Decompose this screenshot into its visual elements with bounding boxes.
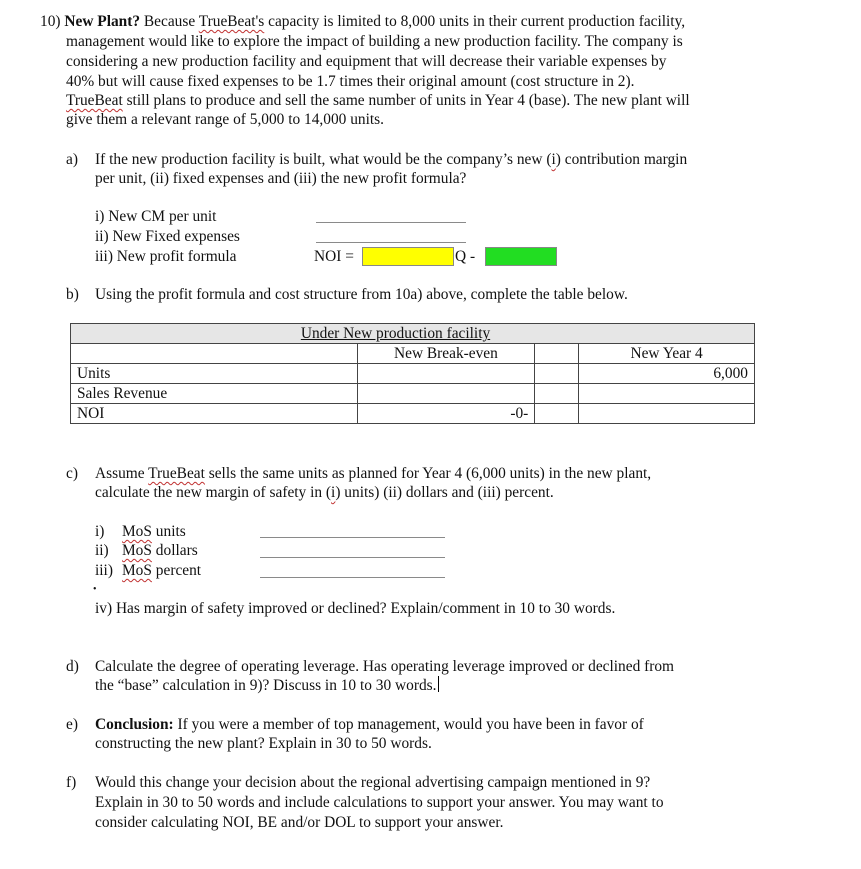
intro-line-4: 40% but will cause fixed expenses to be 1.7 times their original amount (cost structure in 2). — [66, 73, 635, 90]
noi-label: NOI = — [314, 248, 354, 265]
text-cursor — [438, 676, 439, 692]
part-b-text: Using the profit formula and cost structure from 10a) above, complete the table below. — [95, 286, 628, 303]
fixed-input-box[interactable] — [485, 247, 557, 266]
part-c-line-2: calculate the new margin of safety in (i) units) (ii) dollars and (iii) percent. — [95, 484, 554, 501]
part-e-letter: e) — [66, 716, 78, 733]
part-d-letter: d) — [66, 658, 79, 675]
intro-line-3: considering a new production facility and equipment that will decrease their variable expenses by — [66, 53, 667, 70]
row-label: Sales Revenue — [71, 384, 358, 404]
part-c-iv: iv) Has margin of safety improved or declined? Explain/comment in 10 to 30 words. — [95, 600, 616, 617]
part-e-line-2: constructing the new plant? Explain in 30 to 50 words. — [95, 735, 432, 752]
row-label: NOI — [71, 404, 358, 424]
part-f-line-3: consider calculating NOI, BE and/or DOL to support your answer. — [95, 814, 504, 831]
intro-line-6: give them a relevant range of 5,000 to 14,000 units. — [66, 111, 384, 128]
mos-dollars-item: ii) MoS dollars — [95, 542, 198, 559]
part-a-item-cm: i) New CM per unit — [95, 208, 217, 225]
part-f-letter: f) — [66, 774, 77, 791]
table-header: Under New production facility — [71, 324, 755, 344]
part-d-line-2: the “base” calculation in 9)? Discuss in 10 to 30 words. — [95, 677, 437, 694]
table-row — [71, 404, 755, 424]
part-a-item-fixed: ii) New Fixed expenses — [95, 228, 240, 245]
intro-line-5: TrueBeat still plans to produce and sell the same number of units in Year 4 (base). The new plant will — [66, 92, 690, 109]
cm-answer-line[interactable] — [316, 222, 466, 223]
part-a-line-1: If the new production facility is built, what would be the company’s new (i) contribution margin — [95, 151, 688, 168]
part-a-line-2: per unit, (ii) fixed expenses and (iii) the new profit formula? — [95, 170, 467, 187]
intro-line-2: management would like to explore the impact of building a new production facility. The company is — [66, 33, 683, 50]
mos-dollars-answer-line[interactable] — [260, 557, 445, 558]
bullet-icon: • — [93, 584, 97, 595]
revenue-year4-cell[interactable] — [579, 384, 755, 404]
part-e-line-1: Conclusion: If you were a member of top management, would you have been in favor of — [95, 716, 644, 733]
brand-name: TrueBeat — [148, 465, 205, 482]
part-c-letter: c) — [66, 465, 78, 482]
units-break-even-cell[interactable] — [357, 364, 535, 384]
table-row — [71, 384, 755, 404]
mos-units-item: i) MoS units — [95, 523, 186, 540]
breakeven-table — [70, 323, 755, 424]
part-f-line-1: Would this change your decision about the regional advertising campaign mentioned in 9? — [95, 774, 651, 791]
brand-name: TrueBeat — [66, 92, 123, 109]
part-c-line-1: Assume TrueBeat sells the same units as planned for Year 4 (6,000 units) in the new plant, — [95, 465, 652, 482]
fixed-answer-line[interactable] — [316, 242, 466, 243]
mos-percent-answer-line[interactable] — [260, 577, 445, 578]
part-d-line-1: Calculate the degree of operating leverage. Has operating leverage improved or declined from — [95, 658, 675, 675]
mos-percent-item: iii) MoS percent — [95, 562, 202, 579]
table-row — [71, 364, 755, 384]
part-b-letter: b) — [66, 286, 79, 303]
revenue-break-even-cell[interactable] — [357, 384, 535, 404]
col-new-break-even: New Break-even — [357, 344, 535, 364]
part-a-item-profit: iii) New profit formula — [95, 248, 237, 265]
mos-units-answer-line[interactable] — [260, 537, 445, 538]
noi-year4-cell[interactable] — [579, 404, 755, 424]
brand-name: TrueBeat's — [198, 13, 265, 30]
part-f-line-2: Explain in 30 to 50 words and include calculations to support your answer. You may want to — [95, 794, 664, 811]
row-label: Units — [71, 364, 358, 384]
part-a-letter: a) — [66, 151, 78, 168]
question-title: New Plant? — [64, 13, 141, 30]
cm-input-box[interactable] — [362, 247, 454, 266]
question-number: 10) — [40, 13, 61, 30]
question-10-line-1: 10) New Plant? Because TrueBeat's capacity is limited to 8,000 units in their current production facility, — [40, 13, 686, 30]
q-label: Q - — [455, 248, 476, 265]
units-year4-cell[interactable]: 6,000 — [579, 364, 755, 384]
noi-break-even-cell[interactable]: -0- — [357, 404, 535, 424]
col-new-year-4: New Year 4 — [579, 344, 755, 364]
